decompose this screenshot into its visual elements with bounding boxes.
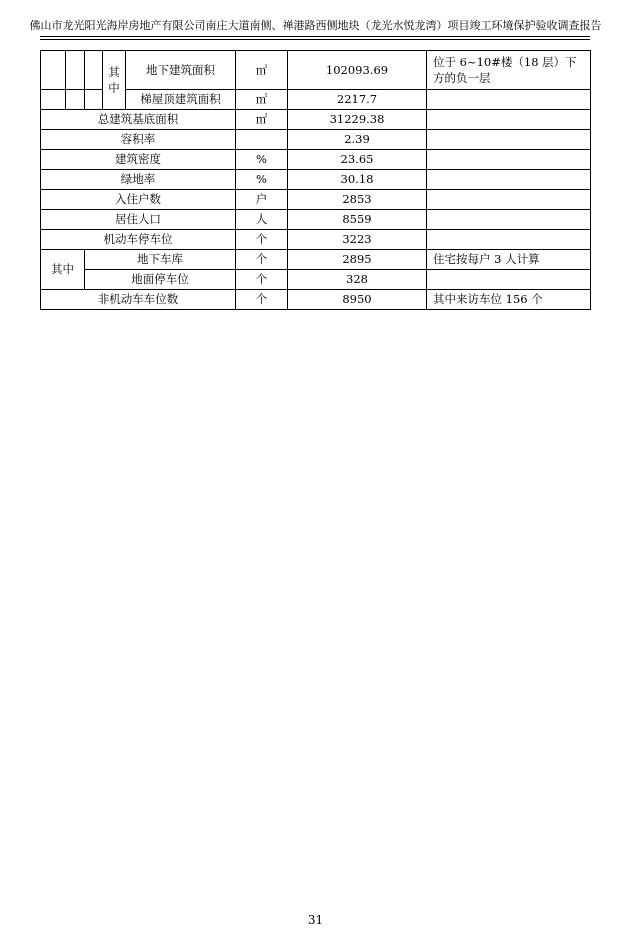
group-label-cell: 其中 (41, 250, 85, 290)
note-cell (427, 90, 591, 110)
item-name-cell: 地下车库 (85, 250, 236, 270)
note-cell (427, 230, 591, 250)
note-cell (427, 150, 591, 170)
note-cell (427, 170, 591, 190)
header-divider-thick (40, 36, 590, 37)
item-name-cell: 机动车停车位 (41, 230, 236, 250)
note-cell: 其中来访车位 156 个 (427, 290, 591, 310)
empty-cell (41, 90, 66, 110)
unit-cell: ㎡ (236, 51, 288, 90)
value-cell: 30.18 (288, 170, 427, 190)
item-name-cell: 绿地率 (41, 170, 236, 190)
empty-cell (41, 51, 66, 90)
table-row (41, 150, 591, 170)
value-cell: 2.39 (288, 130, 427, 150)
table-row (41, 51, 591, 90)
empty-cell (66, 90, 85, 110)
table-row (41, 210, 591, 230)
item-name-cell: 容积率 (41, 130, 236, 150)
item-name-cell: 总建筑基底面积 (41, 110, 236, 130)
unit-cell: 个 (236, 290, 288, 310)
table-row (41, 110, 591, 130)
item-name-cell: 居住人口 (41, 210, 236, 230)
empty-cell (66, 51, 85, 90)
note-cell: 位于 6~10#楼（18 层）下方的负一层 (427, 51, 591, 90)
value-cell: 102093.69 (288, 51, 427, 90)
page-number: 31 (307, 913, 324, 927)
unit-cell: 个 (236, 250, 288, 270)
unit-cell: ㎡ (236, 110, 288, 130)
project-indicator-table (40, 50, 591, 310)
unit-cell: ㎡ (236, 90, 288, 110)
unit-cell: 人 (236, 210, 288, 230)
value-cell: 23.65 (288, 150, 427, 170)
group-label-cell: 其 中 (103, 51, 126, 110)
value-cell: 2853 (288, 190, 427, 210)
value-cell: 2217.7 (288, 90, 427, 110)
unit-cell: 个 (236, 270, 288, 290)
note-cell (427, 110, 591, 130)
table-row (41, 270, 591, 290)
value-cell: 2895 (288, 250, 427, 270)
value-cell: 328 (288, 270, 427, 290)
table-row (41, 230, 591, 250)
unit-cell: 户 (236, 190, 288, 210)
table-row (41, 190, 591, 210)
unit-cell: % (236, 150, 288, 170)
note-cell (427, 210, 591, 230)
table-row (41, 250, 591, 270)
note-cell (427, 190, 591, 210)
report-header-title: 佛山市龙光阳光海岸房地产有限公司南庄大道南侧、禅港路西侧地块（龙光水悦龙湾）项目竣工环境保护验收调查报告 (29, 19, 602, 32)
table-row (41, 130, 591, 150)
unit-cell: % (236, 170, 288, 190)
note-cell: 住宅按每户 3 人计算 (427, 250, 591, 270)
empty-cell (85, 90, 103, 110)
value-cell: 8559 (288, 210, 427, 230)
note-cell (427, 130, 591, 150)
value-cell: 31229.38 (288, 110, 427, 130)
unit-cell (236, 130, 288, 150)
item-name-cell: 入住户数 (41, 190, 236, 210)
empty-cell (85, 51, 103, 90)
table-row (41, 170, 591, 190)
item-name-cell: 非机动车车位数 (41, 290, 236, 310)
note-cell (427, 270, 591, 290)
unit-cell: 个 (236, 230, 288, 250)
header-divider-thin (40, 39, 590, 40)
item-name-cell: 地面停车位 (85, 270, 236, 290)
value-cell: 3223 (288, 230, 427, 250)
value-cell: 8950 (288, 290, 427, 310)
table-row (41, 290, 591, 310)
item-name-cell: 建筑密度 (41, 150, 236, 170)
item-name-cell: 地下建筑面积 (126, 51, 236, 90)
item-name-cell: 梯屋顶建筑面积 (126, 90, 236, 110)
